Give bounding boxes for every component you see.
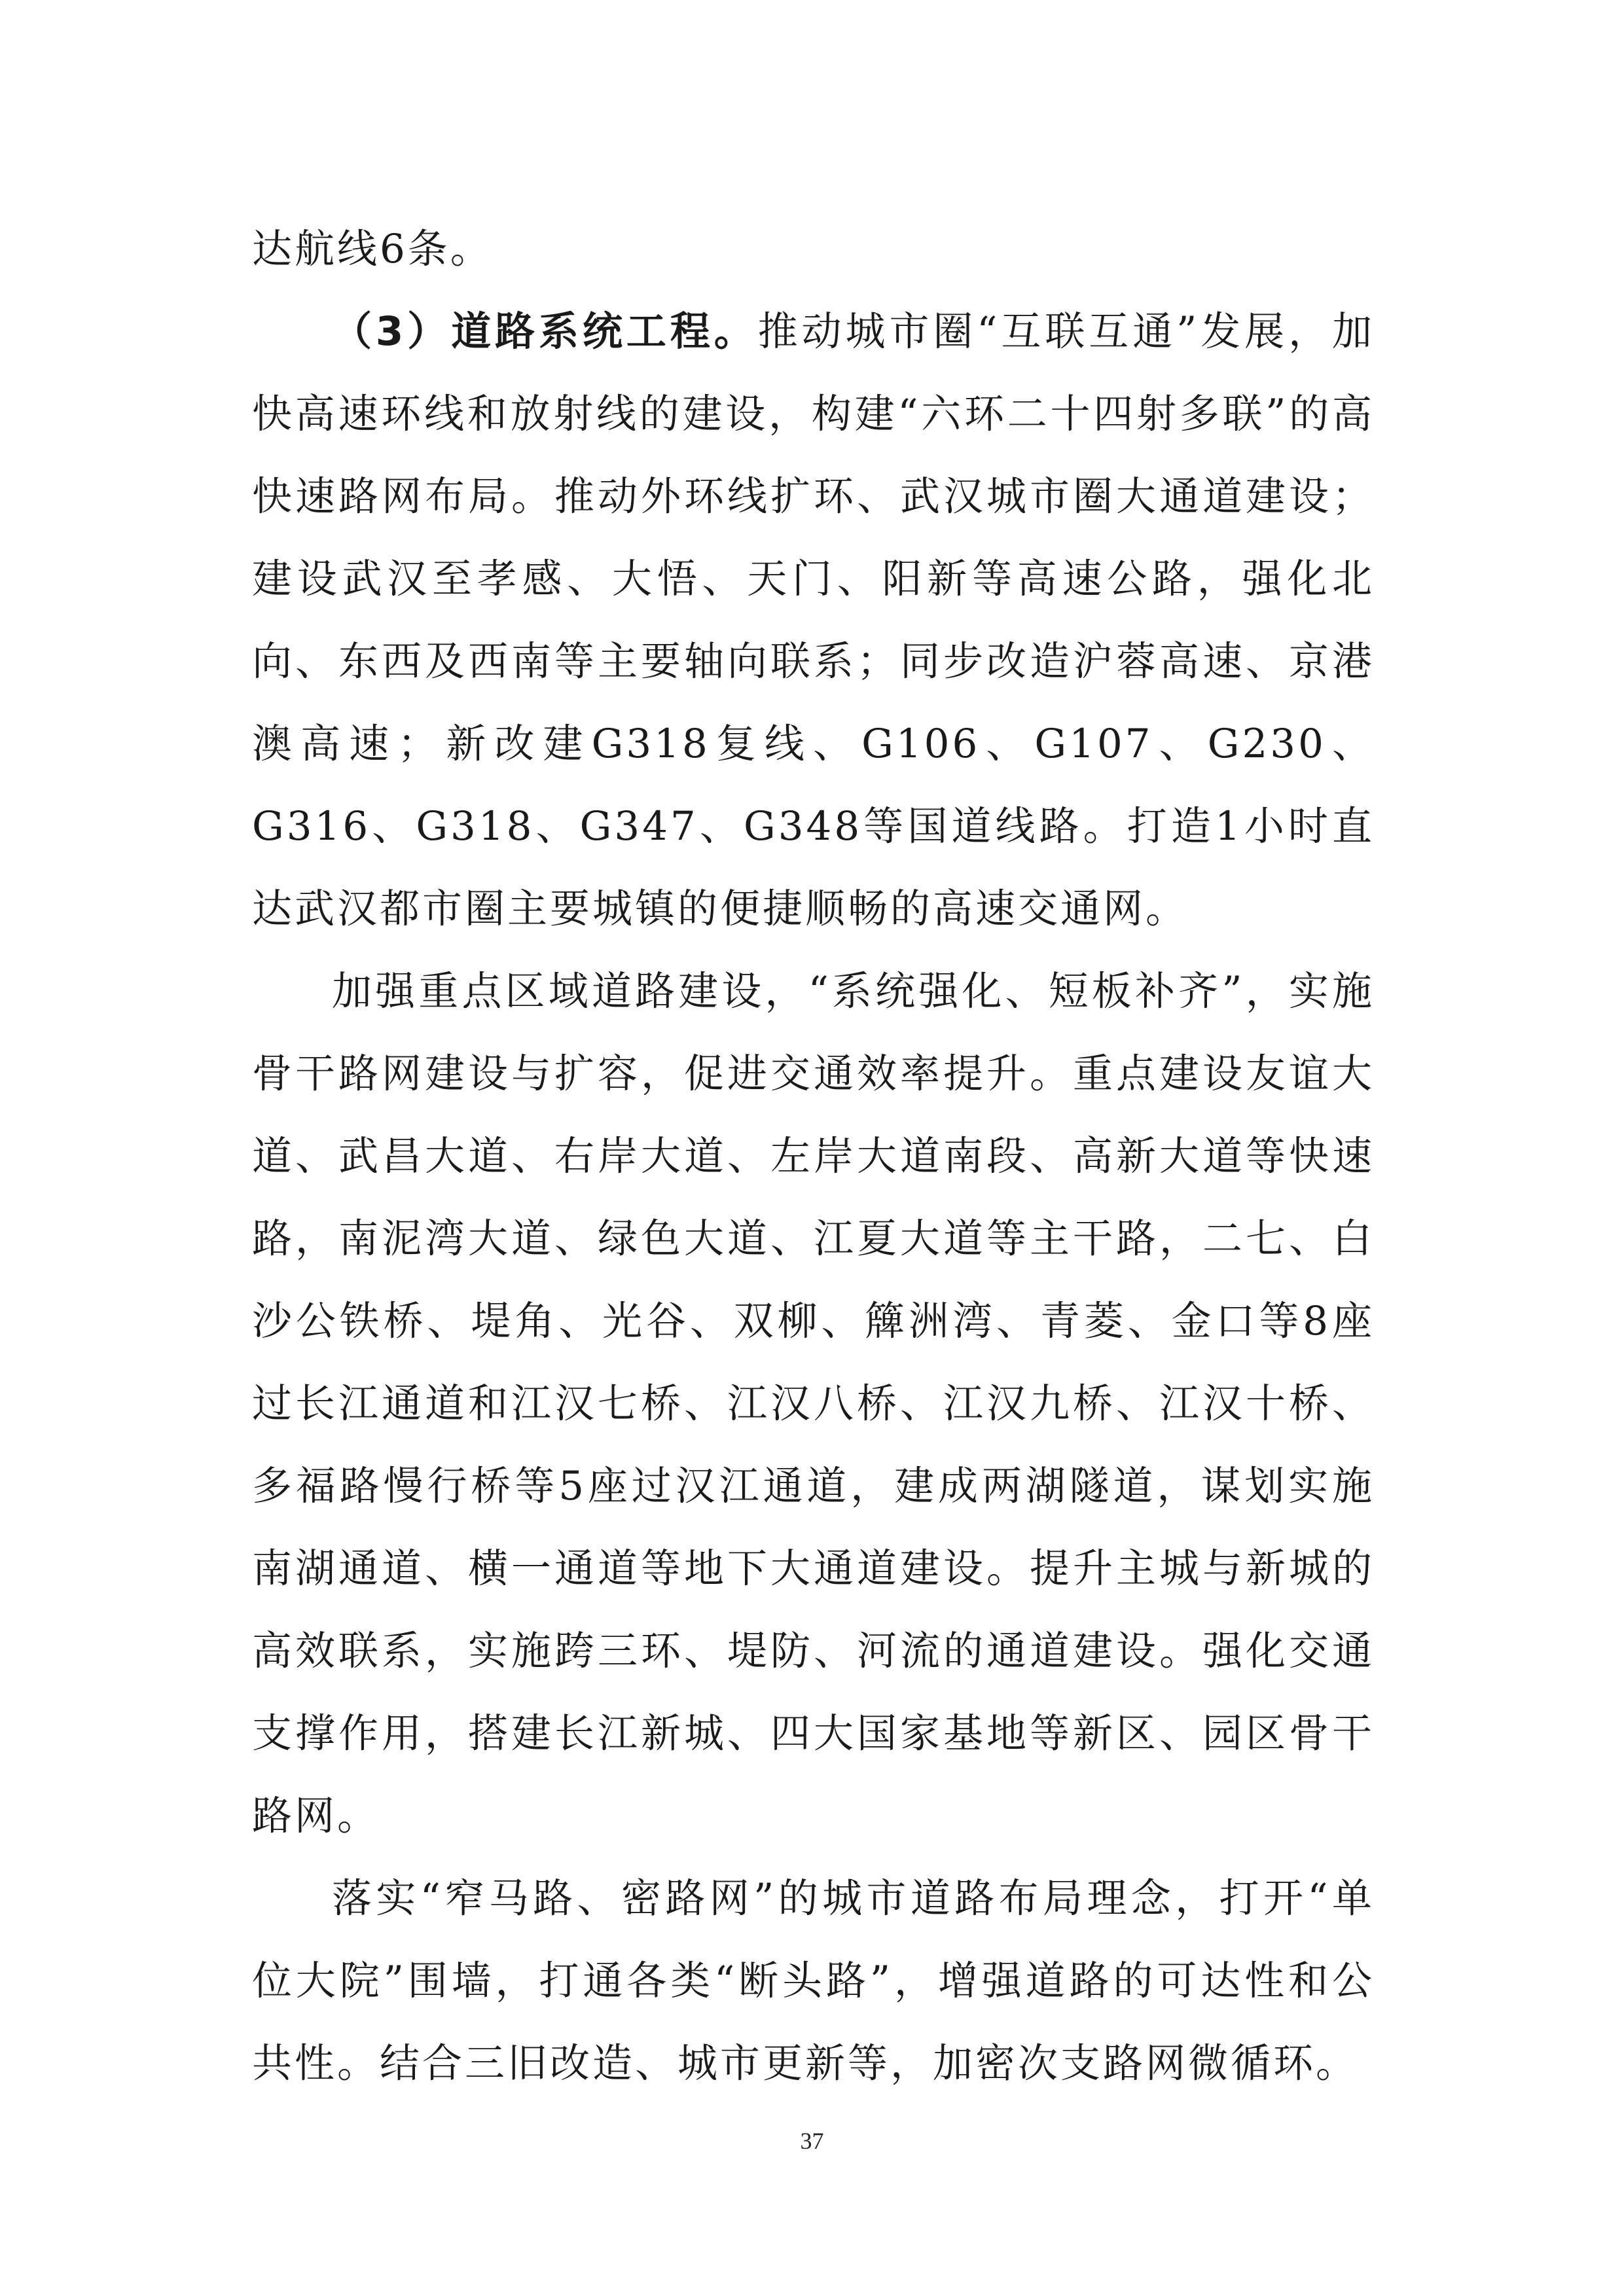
page-number: 37 [800,2128,824,2154]
paragraph-text: 加强重点区域道路建设，“系统强化、短板补齐”，实施骨干路网建设与扩容，促进交通效率提升。重点建设友谊大道、武昌大道、右岸大道、左岸大道南段、高新大道等快速路，南泥湾大道、绿色大道、江夏大道等主干路，二七、白沙公铁桥、堤角、光谷、双柳、簰洲湾、青菱、金口等8座过长江通道和江汉七桥、江汉八桥、江汉九桥、江汉十桥、多福路慢行桥等5座过汉江通道，建成两湖隧道，谋划实施南湖通道、横一通道等地下大通道建设。提升主城与新城的高效联系，实施跨三环、堤防、河流的通道建设。强化交通支撑作用，搭建长江新城、四大国家基地等新区、园区骨干路网。 [252,968,1375,1839]
paragraph [252,291,1375,950]
paragraph-text: 落实“窄马路、密路网”的城市道路布局理念，打开“单位大院”围墙，打通各类“断头路”，增强道路的可达性和公共性。结合三旧改造、城市更新等，加密次支路网微循环。 [252,1875,1375,2087]
paragraph [252,208,1375,291]
paragraph [252,1857,1375,2105]
paragraph-text: 推动城市圈“互联互通”发展，加快高速环线和放射线的建设，构建“六环二十四射多联”的高快速路网布局。推动外环线扩环、武汉城市圈大通道建设；建设武汉至孝感、大悟、天门、阳新等高速公路，强化北向、东西及西南等主要轴向联系；同步改造沪蓉高速、京港澳高速；新改建G318复线、G106、G107、G230、G316、G318、G347、G348等国道线路。打造1小时直达武汉都市圈主要城镇的便捷顺畅的高速交通网。 [252,308,1375,932]
paragraph [252,950,1375,1857]
section-heading: （3）道路系统工程。 [332,308,758,355]
body-text [252,208,1375,2105]
paragraph-text: 达航线6条。 [252,226,493,272]
